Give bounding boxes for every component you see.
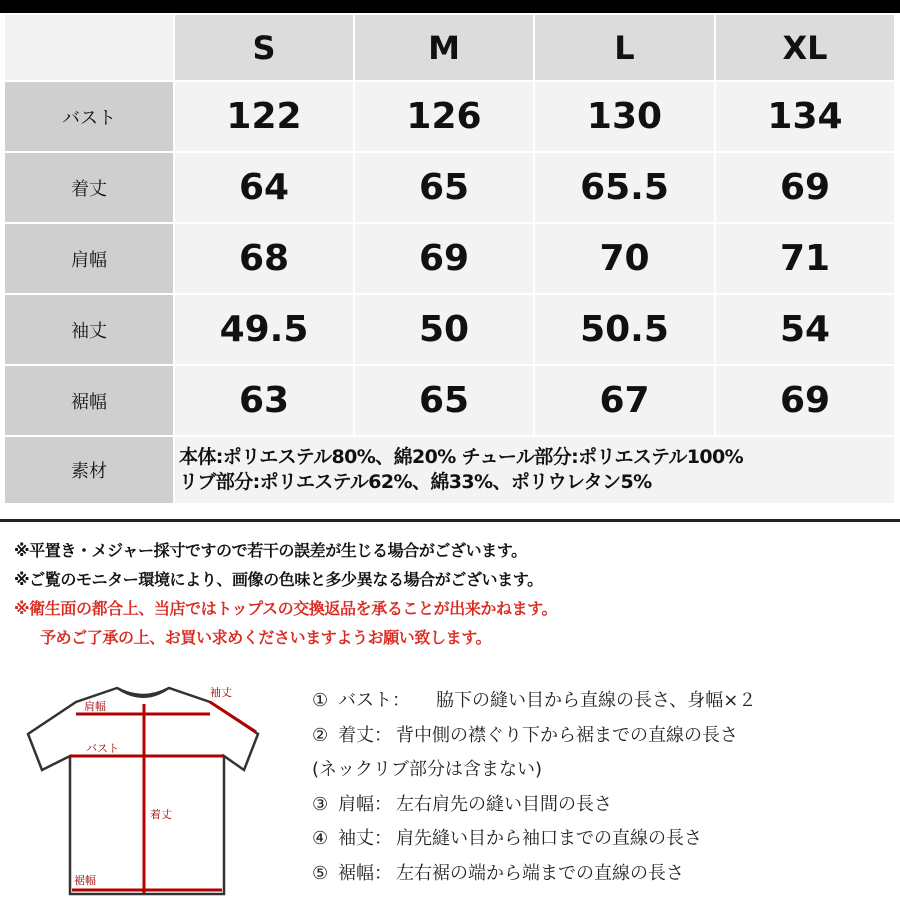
legend-item [312, 753, 756, 788]
table-cell: 122 [174, 81, 354, 152]
legend-text: 左右肩先の縫い目間の長さ [396, 793, 612, 815]
legend-number: ① [312, 690, 329, 711]
table-cell: 67 [534, 365, 715, 436]
table-cell: 54 [715, 294, 895, 365]
legend-label: 肩幅： [338, 793, 392, 815]
row-label: 袖丈 [4, 294, 174, 365]
table-row-length [4, 152, 895, 223]
material-line-1: 本体:ポリエステル80%、綿20% チュール部分:ポリエステル100% [179, 446, 744, 468]
legend-label: バスト： [338, 690, 410, 711]
row-label: 肩幅 [4, 223, 174, 294]
table-cell: 69 [715, 152, 895, 223]
label-sleeve: 袖丈 [210, 686, 232, 699]
material-text [174, 436, 895, 504]
label-bust: バスト [86, 742, 119, 755]
legend-number: ④ [312, 828, 329, 849]
legend-text: 脇下の縫い目から直線の長さ、身幅×２ [436, 690, 757, 711]
legend-label: 着丈： [338, 724, 392, 746]
legend-item [312, 822, 756, 857]
legend-item [312, 857, 756, 892]
table-row-material [4, 436, 895, 504]
table-cell: 69 [354, 223, 534, 294]
table-row-sleeve [4, 294, 895, 365]
table-cell: 70 [534, 223, 715, 294]
table-cell: 65.5 [534, 152, 715, 223]
note-measurement: ※平置き・メジャー採寸ですので若干の誤差が生じる場合がございます。 [14, 541, 527, 560]
table-cell: 68 [174, 223, 354, 294]
tshirt-illustration [24, 676, 264, 900]
legend-item [312, 719, 756, 754]
legend-text: 背中側の襟ぐり下から裾までの直線の長さ [396, 724, 738, 746]
legend-number: ⑤ [312, 862, 329, 884]
corner-cell [4, 14, 174, 81]
table-bottom-rule [0, 519, 900, 522]
legend-item [312, 788, 756, 823]
size-chart-table [3, 13, 896, 505]
material-line-2: リブ部分:ポリエステル62%、綿33%、ポリウレタン5% [179, 471, 652, 493]
top-border-bar [0, 0, 900, 13]
table-cell: 126 [354, 81, 534, 152]
size-header-xl: XL [715, 14, 895, 81]
table-row-shoulder [4, 223, 895, 294]
row-label: 裾幅 [4, 365, 174, 436]
table-cell: 64 [174, 152, 354, 223]
table-cell: 65 [354, 365, 534, 436]
table-cell: 50 [354, 294, 534, 365]
table-cell: 63 [174, 365, 354, 436]
label-length: 着丈 [150, 808, 172, 821]
table-cell: 130 [534, 81, 715, 152]
size-header-s: S [174, 14, 354, 81]
table-cell: 49.5 [174, 294, 354, 365]
legend-item [312, 684, 756, 719]
size-header-m: M [354, 14, 534, 81]
tshirt-diagram [24, 676, 264, 900]
row-label: 素材 [4, 436, 174, 504]
table-cell: 50.5 [534, 294, 715, 365]
row-label: バスト [4, 81, 174, 152]
size-header-l: L [534, 14, 715, 81]
table-cell: 69 [715, 365, 895, 436]
row-label: 着丈 [4, 152, 174, 223]
table-row-hem [4, 365, 895, 436]
table-cell: 134 [715, 81, 895, 152]
note-monitor: ※ご覧のモニター環境により、画像の色味と多少異なる場合がございます。 [14, 570, 543, 589]
legend-text: 肩先縫い目から袖口までの直線の長さ [396, 828, 702, 849]
label-shoulder: 肩幅 [84, 700, 106, 713]
legend-number: ② [312, 724, 329, 746]
legend-text: (ネックリブ部分は含まない) [312, 759, 543, 780]
notes-block [14, 536, 557, 652]
legend-text: 左右裾の端から端までの直線の長さ [396, 862, 684, 884]
table-cell: 71 [715, 223, 895, 294]
note-no-returns: ※衛生面の都合上、当店ではトップスの交換返品を承ることが出来かねます。 [14, 599, 558, 618]
label-hem: 裾幅 [74, 874, 96, 887]
size-header-row [4, 14, 895, 81]
legend-label: 裾幅： [338, 862, 392, 884]
measurement-legend [312, 684, 756, 891]
note-acknowledge: 予めご了承の上、お買い求めくださいますようお願い致します。 [40, 628, 492, 647]
legend-number: ③ [312, 793, 329, 815]
legend-label: 袖丈： [338, 828, 392, 849]
table-cell: 65 [354, 152, 534, 223]
table-row-bust [4, 81, 895, 152]
